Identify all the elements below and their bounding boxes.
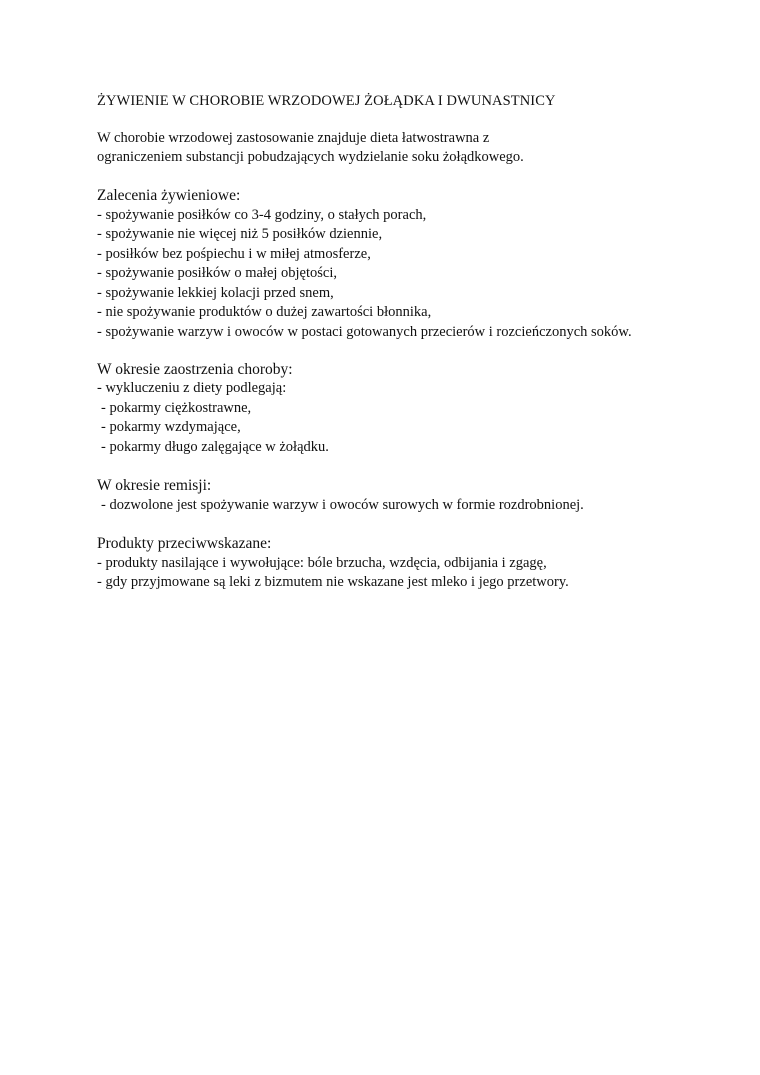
list-item: - spożywanie lekkiej kolacji przed snem,	[97, 284, 334, 301]
list-item: - pokarmy długo zalęgające w żołądku.	[101, 438, 329, 455]
list-item: - spożywanie nie więcej niż 5 posiłków dziennie,	[97, 226, 383, 242]
list-item: - nie spożywanie produktów o dużej zawartości błonnika,	[97, 304, 432, 320]
exacerbation-heading: W okresie zaostrzenia choroby:	[97, 360, 293, 378]
contraindicated-section	[97, 534, 717, 593]
list-item: - spożywanie posiłków o małej objętości,	[97, 265, 338, 281]
list-item: - spożywanie posiłków co 3-4 godziny, o stałych porach,	[97, 206, 427, 223]
intro-paragraph	[97, 129, 717, 167]
intro-line: ograniczeniem substancji pobudzających wydzielanie soku żołądkowego.	[97, 149, 524, 165]
list-item: - dozwolone jest spożywanie warzyw i owoców surowych w formie rozdrobnionej.	[101, 496, 584, 513]
document-body	[97, 92, 717, 612]
recommendations-heading: Zalecenia żywieniowe:	[97, 187, 241, 204]
exacerbation-section	[97, 360, 717, 458]
intro-line: W chorobie wrzodowej zastosowanie znajduje dieta łatwostrawna z	[97, 130, 490, 146]
list-item: - produkty nasilające i wywołujące: bóle brzucha, wzdęcia, odbijania i zgagę,	[97, 554, 547, 571]
document-title: ŻYWIENIE W CHOROBIE WRZODOWEJ ŻOŁĄDKA I DWUNASTNICY	[97, 93, 556, 109]
remission-heading: W okresie remisji:	[97, 477, 212, 494]
list-item: - pokarmy ciężkostrawne,	[101, 399, 252, 416]
list-item: - wykluczeniu z diety podlegają:	[97, 380, 287, 396]
contraindicated-heading: Produkty przeciwwskazane:	[97, 535, 272, 552]
recommendations-section	[97, 186, 717, 341]
list-item: - gdy przyjmowane są leki z bizmutem nie wskazane jest mleko i jego przetwory.	[97, 574, 569, 590]
list-item: - posiłków bez pośpiechu i w miłej atmosferze,	[97, 245, 371, 262]
list-item: - pokarmy wzdymające,	[101, 419, 241, 435]
remission-section	[97, 476, 717, 515]
list-item: - spożywanie warzyw i owoców w postaci gotowanych przecierów i rozcieńczonych soków.	[97, 323, 632, 340]
